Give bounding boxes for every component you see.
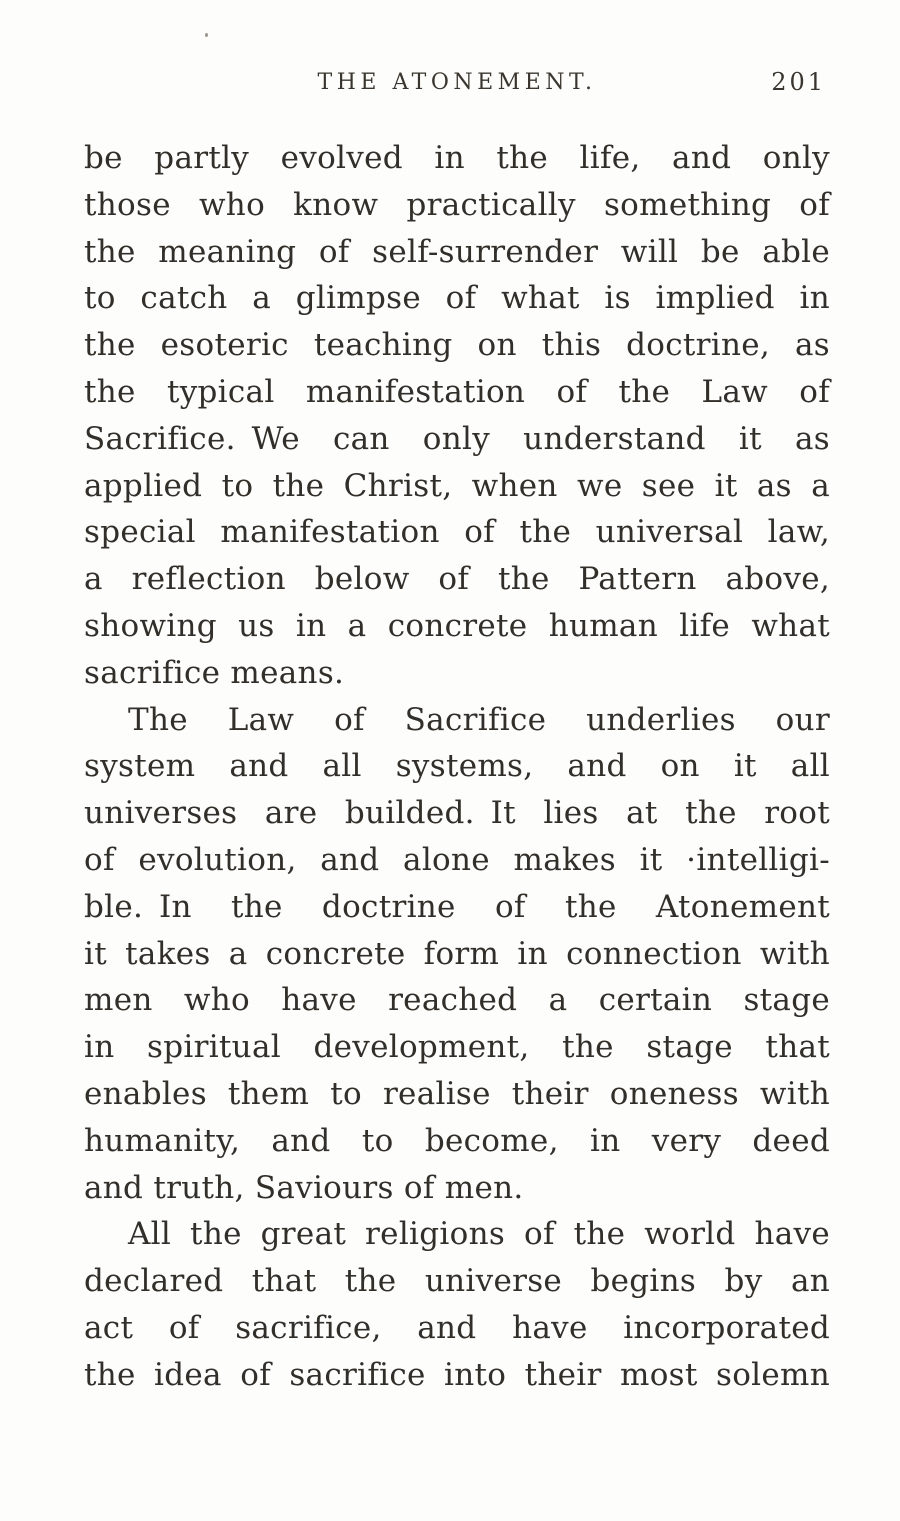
text-line: All the great religions of the world have	[128, 1216, 830, 1253]
text-line: universes are builded. It lies at the root	[84, 795, 830, 832]
page-body	[84, 135, 830, 1399]
text-line: of evolution, and alone makes it ·intelligi-	[84, 841, 830, 878]
text-line: the esoteric teaching on this doctrine, as	[84, 327, 830, 364]
text-line: it takes a concrete form in connection with	[84, 935, 830, 972]
text-line: declared that the universe begins by an	[84, 1263, 830, 1300]
page-header	[84, 0, 830, 104]
paragraph	[84, 135, 830, 697]
text-line: men who have reached a certain stage	[84, 982, 830, 1019]
text-line: be partly evolved in the life, and only	[84, 140, 830, 176]
text-line: Sacrifice. We can only understand it as	[84, 420, 830, 457]
paragraph	[84, 1211, 830, 1398]
text-line: act of sacrifice, and have incorporated	[84, 1309, 830, 1346]
text-line: The Law of Sacrifice underlies our	[128, 701, 830, 738]
text-line: the meaning of self-surrender will be able	[84, 233, 830, 270]
running-head-title: THE ATONEMENT.	[317, 70, 597, 95]
text-line: special manifestation of the universal law,	[84, 514, 830, 551]
text-line: ble. In the doctrine of the Atonement	[84, 888, 830, 925]
text-line: sacrifice means.	[84, 654, 345, 691]
text-line: humanity, and to become, in very deed	[84, 1122, 830, 1159]
text-line: the idea of sacrifice into their most solemn	[84, 1356, 830, 1393]
text-line: applied to the Christ, when we see it as a	[84, 467, 830, 504]
text-line: those who know practically something of	[84, 186, 830, 223]
text-line: and truth, Saviours of men.	[84, 1169, 524, 1206]
paragraph	[84, 697, 830, 1212]
text-line: a reflection below of the Pattern above,	[84, 561, 830, 598]
text-line: system and all systems, and on it all	[84, 748, 830, 785]
text-line: the typical manifestation of the Law of	[84, 373, 830, 410]
text-line: in spiritual development, the stage that	[84, 1029, 830, 1066]
text-line: showing us in a concrete human life what	[84, 607, 830, 644]
text-line: enables them to realise their oneness with	[84, 1075, 830, 1112]
text-line: to catch a glimpse of what is implied in	[84, 280, 830, 317]
page-number: 201	[771, 68, 826, 96]
